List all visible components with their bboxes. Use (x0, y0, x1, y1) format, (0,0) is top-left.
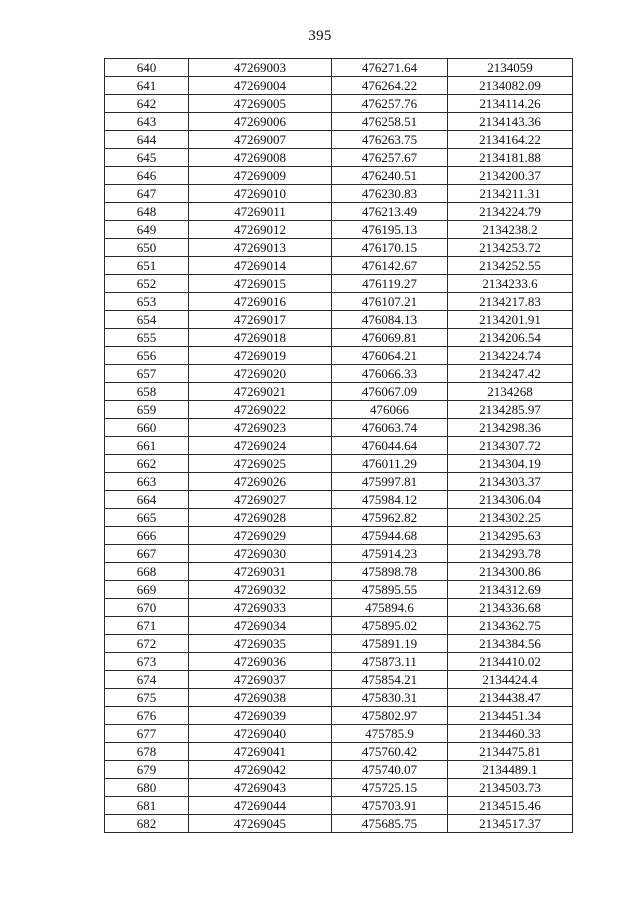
y-coordinate-cell: 2134503.73 (448, 779, 573, 797)
table-row (105, 617, 573, 635)
point-index-cell: 659 (105, 401, 189, 419)
x-coordinate-cell: 476044.64 (332, 437, 448, 455)
point-index-cell: 681 (105, 797, 189, 815)
point-id-cell: 47269045 (189, 815, 332, 833)
point-index-cell: 669 (105, 581, 189, 599)
y-coordinate-cell: 2134143.36 (448, 113, 573, 131)
point-index-cell: 656 (105, 347, 189, 365)
x-coordinate-cell: 475854.21 (332, 671, 448, 689)
point-id-cell: 47269027 (189, 491, 332, 509)
point-index-cell: 660 (105, 419, 189, 437)
point-id-cell: 47269018 (189, 329, 332, 347)
point-index-cell: 641 (105, 77, 189, 95)
y-coordinate-cell: 2134268 (448, 383, 573, 401)
x-coordinate-cell: 475785.9 (332, 725, 448, 743)
table-row (105, 815, 573, 833)
table-row (105, 473, 573, 491)
y-coordinate-cell: 2134362.75 (448, 617, 573, 635)
x-coordinate-cell: 476240.51 (332, 167, 448, 185)
y-coordinate-cell: 2134114.26 (448, 95, 573, 113)
x-coordinate-cell: 475891.19 (332, 635, 448, 653)
point-id-cell: 47269015 (189, 275, 332, 293)
y-coordinate-cell: 2134082.09 (448, 77, 573, 95)
x-coordinate-cell: 476119.27 (332, 275, 448, 293)
y-coordinate-cell: 2134298.36 (448, 419, 573, 437)
y-coordinate-cell: 2134253.72 (448, 239, 573, 257)
table-row (105, 257, 573, 275)
y-coordinate-cell: 2134247.42 (448, 365, 573, 383)
coordinates-table (104, 58, 573, 833)
x-coordinate-cell: 475873.11 (332, 653, 448, 671)
x-coordinate-cell: 476069.81 (332, 329, 448, 347)
point-index-cell: 673 (105, 653, 189, 671)
x-coordinate-cell: 475984.12 (332, 491, 448, 509)
x-coordinate-cell: 475895.02 (332, 617, 448, 635)
y-coordinate-cell: 2134300.86 (448, 563, 573, 581)
point-index-cell: 645 (105, 149, 189, 167)
y-coordinate-cell: 2134224.74 (448, 347, 573, 365)
point-index-cell: 665 (105, 509, 189, 527)
y-coordinate-cell: 2134302.25 (448, 509, 573, 527)
table-row (105, 797, 573, 815)
y-coordinate-cell: 2134515.46 (448, 797, 573, 815)
y-coordinate-cell: 2134233.6 (448, 275, 573, 293)
point-index-cell: 644 (105, 131, 189, 149)
table-row (105, 347, 573, 365)
point-index-cell: 675 (105, 689, 189, 707)
table-row (105, 707, 573, 725)
table-row (105, 293, 573, 311)
table-row (105, 311, 573, 329)
point-index-cell: 663 (105, 473, 189, 491)
x-coordinate-cell: 475760.42 (332, 743, 448, 761)
table-row (105, 329, 573, 347)
x-coordinate-cell: 476142.67 (332, 257, 448, 275)
table-row (105, 491, 573, 509)
point-index-cell: 657 (105, 365, 189, 383)
table-row (105, 383, 573, 401)
table-row (105, 599, 573, 617)
y-coordinate-cell: 2134252.55 (448, 257, 573, 275)
x-coordinate-cell: 476258.51 (332, 113, 448, 131)
point-id-cell: 47269019 (189, 347, 332, 365)
x-coordinate-cell: 476067.09 (332, 383, 448, 401)
table-row (105, 671, 573, 689)
x-coordinate-cell: 476195.13 (332, 221, 448, 239)
y-coordinate-cell: 2134307.72 (448, 437, 573, 455)
table-row (105, 725, 573, 743)
table-row (105, 401, 573, 419)
y-coordinate-cell: 2134201.91 (448, 311, 573, 329)
point-id-cell: 47269005 (189, 95, 332, 113)
y-coordinate-cell: 2134181.88 (448, 149, 573, 167)
table-row (105, 563, 573, 581)
table-row (105, 365, 573, 383)
point-id-cell: 47269028 (189, 509, 332, 527)
y-coordinate-cell: 2134489.1 (448, 761, 573, 779)
y-coordinate-cell: 2134164.22 (448, 131, 573, 149)
point-id-cell: 47269043 (189, 779, 332, 797)
point-id-cell: 47269035 (189, 635, 332, 653)
point-index-cell: 654 (105, 311, 189, 329)
x-coordinate-cell: 475997.81 (332, 473, 448, 491)
table-row (105, 437, 573, 455)
point-index-cell: 674 (105, 671, 189, 689)
y-coordinate-cell: 2134410.02 (448, 653, 573, 671)
x-coordinate-cell: 476213.49 (332, 203, 448, 221)
point-id-cell: 47269022 (189, 401, 332, 419)
point-index-cell: 667 (105, 545, 189, 563)
point-id-cell: 47269038 (189, 689, 332, 707)
table-row (105, 689, 573, 707)
point-index-cell: 651 (105, 257, 189, 275)
x-coordinate-cell: 475895.55 (332, 581, 448, 599)
x-coordinate-cell: 476107.21 (332, 293, 448, 311)
x-coordinate-cell: 476230.83 (332, 185, 448, 203)
y-coordinate-cell: 2134312.69 (448, 581, 573, 599)
x-coordinate-cell: 475725.15 (332, 779, 448, 797)
point-index-cell: 642 (105, 95, 189, 113)
point-index-cell: 661 (105, 437, 189, 455)
point-id-cell: 47269033 (189, 599, 332, 617)
point-index-cell: 652 (105, 275, 189, 293)
x-coordinate-cell: 476084.13 (332, 311, 448, 329)
y-coordinate-cell: 2134285.97 (448, 401, 573, 419)
table-row (105, 581, 573, 599)
point-index-cell: 646 (105, 167, 189, 185)
x-coordinate-cell: 476170.15 (332, 239, 448, 257)
point-index-cell: 666 (105, 527, 189, 545)
point-id-cell: 47269003 (189, 59, 332, 77)
point-id-cell: 47269030 (189, 545, 332, 563)
table-row (105, 275, 573, 293)
x-coordinate-cell: 476264.22 (332, 77, 448, 95)
point-id-cell: 47269025 (189, 455, 332, 473)
point-index-cell: 679 (105, 761, 189, 779)
x-coordinate-cell: 475914.23 (332, 545, 448, 563)
y-coordinate-cell: 2134438.47 (448, 689, 573, 707)
table-row (105, 203, 573, 221)
point-index-cell: 647 (105, 185, 189, 203)
point-index-cell: 653 (105, 293, 189, 311)
table-row (105, 635, 573, 653)
x-coordinate-cell: 475944.68 (332, 527, 448, 545)
point-index-cell: 671 (105, 617, 189, 635)
table-row (105, 59, 573, 77)
point-id-cell: 47269020 (189, 365, 332, 383)
point-index-cell: 682 (105, 815, 189, 833)
point-id-cell: 47269006 (189, 113, 332, 131)
y-coordinate-cell: 2134384.56 (448, 635, 573, 653)
point-index-cell: 650 (105, 239, 189, 257)
x-coordinate-cell: 476271.64 (332, 59, 448, 77)
point-id-cell: 47269023 (189, 419, 332, 437)
x-coordinate-cell: 475740.07 (332, 761, 448, 779)
point-index-cell: 649 (105, 221, 189, 239)
x-coordinate-cell: 476257.76 (332, 95, 448, 113)
y-coordinate-cell: 2134238.2 (448, 221, 573, 239)
table-row (105, 761, 573, 779)
table-row (105, 149, 573, 167)
page-number: 395 (308, 28, 332, 44)
y-coordinate-cell: 2134475.81 (448, 743, 573, 761)
point-id-cell: 47269040 (189, 725, 332, 743)
table-row (105, 779, 573, 797)
point-id-cell: 47269013 (189, 239, 332, 257)
x-coordinate-cell: 475802.97 (332, 707, 448, 725)
point-id-cell: 47269004 (189, 77, 332, 95)
x-coordinate-cell: 476011.29 (332, 455, 448, 473)
y-coordinate-cell: 2134451.34 (448, 707, 573, 725)
y-coordinate-cell: 2134224.79 (448, 203, 573, 221)
table-body (105, 59, 573, 833)
table-row (105, 509, 573, 527)
x-coordinate-cell: 475894.6 (332, 599, 448, 617)
y-coordinate-cell: 2134295.63 (448, 527, 573, 545)
y-coordinate-cell: 2134517.37 (448, 815, 573, 833)
x-coordinate-cell: 475830.31 (332, 689, 448, 707)
point-index-cell: 655 (105, 329, 189, 347)
point-id-cell: 47269017 (189, 311, 332, 329)
point-id-cell: 47269042 (189, 761, 332, 779)
table-row (105, 185, 573, 203)
y-coordinate-cell: 2134206.54 (448, 329, 573, 347)
table-row (105, 545, 573, 563)
y-coordinate-cell: 2134211.31 (448, 185, 573, 203)
point-index-cell: 643 (105, 113, 189, 131)
y-coordinate-cell: 2134460.33 (448, 725, 573, 743)
y-coordinate-cell: 2134336.68 (448, 599, 573, 617)
x-coordinate-cell: 475685.75 (332, 815, 448, 833)
x-coordinate-cell: 475898.78 (332, 563, 448, 581)
table-row (105, 77, 573, 95)
table-row (105, 743, 573, 761)
point-index-cell: 640 (105, 59, 189, 77)
point-id-cell: 47269009 (189, 167, 332, 185)
point-id-cell: 47269010 (189, 185, 332, 203)
y-coordinate-cell: 2134424.4 (448, 671, 573, 689)
point-id-cell: 47269007 (189, 131, 332, 149)
table-row (105, 527, 573, 545)
y-coordinate-cell: 2134306.04 (448, 491, 573, 509)
x-coordinate-cell: 476066 (332, 401, 448, 419)
point-index-cell: 658 (105, 383, 189, 401)
point-id-cell: 47269036 (189, 653, 332, 671)
y-coordinate-cell: 2134200.37 (448, 167, 573, 185)
point-index-cell: 680 (105, 779, 189, 797)
table-row (105, 113, 573, 131)
table-row (105, 131, 573, 149)
y-coordinate-cell: 2134303.37 (448, 473, 573, 491)
point-index-cell: 678 (105, 743, 189, 761)
point-id-cell: 47269014 (189, 257, 332, 275)
point-id-cell: 47269024 (189, 437, 332, 455)
point-index-cell: 648 (105, 203, 189, 221)
point-index-cell: 662 (105, 455, 189, 473)
point-id-cell: 47269008 (189, 149, 332, 167)
point-index-cell: 672 (105, 635, 189, 653)
point-id-cell: 47269044 (189, 797, 332, 815)
table-row (105, 239, 573, 257)
x-coordinate-cell: 476257.67 (332, 149, 448, 167)
x-coordinate-cell: 475962.82 (332, 509, 448, 527)
y-coordinate-cell: 2134304.19 (448, 455, 573, 473)
y-coordinate-cell: 2134059 (448, 59, 573, 77)
table-row (105, 653, 573, 671)
point-id-cell: 47269031 (189, 563, 332, 581)
table-row (105, 419, 573, 437)
point-id-cell: 47269026 (189, 473, 332, 491)
y-coordinate-cell: 2134293.78 (448, 545, 573, 563)
point-id-cell: 47269021 (189, 383, 332, 401)
point-id-cell: 47269037 (189, 671, 332, 689)
point-id-cell: 47269016 (189, 293, 332, 311)
x-coordinate-cell: 476064.21 (332, 347, 448, 365)
x-coordinate-cell: 476066.33 (332, 365, 448, 383)
point-index-cell: 676 (105, 707, 189, 725)
table-row (105, 455, 573, 473)
point-index-cell: 670 (105, 599, 189, 617)
point-index-cell: 664 (105, 491, 189, 509)
point-id-cell: 47269011 (189, 203, 332, 221)
point-id-cell: 47269012 (189, 221, 332, 239)
point-id-cell: 47269034 (189, 617, 332, 635)
x-coordinate-cell: 476063.74 (332, 419, 448, 437)
x-coordinate-cell: 475703.91 (332, 797, 448, 815)
point-index-cell: 668 (105, 563, 189, 581)
point-index-cell: 677 (105, 725, 189, 743)
x-coordinate-cell: 476263.75 (332, 131, 448, 149)
y-coordinate-cell: 2134217.83 (448, 293, 573, 311)
table-row (105, 95, 573, 113)
point-id-cell: 47269039 (189, 707, 332, 725)
point-id-cell: 47269041 (189, 743, 332, 761)
table-row (105, 167, 573, 185)
point-id-cell: 47269029 (189, 527, 332, 545)
point-id-cell: 47269032 (189, 581, 332, 599)
table-row (105, 221, 573, 239)
